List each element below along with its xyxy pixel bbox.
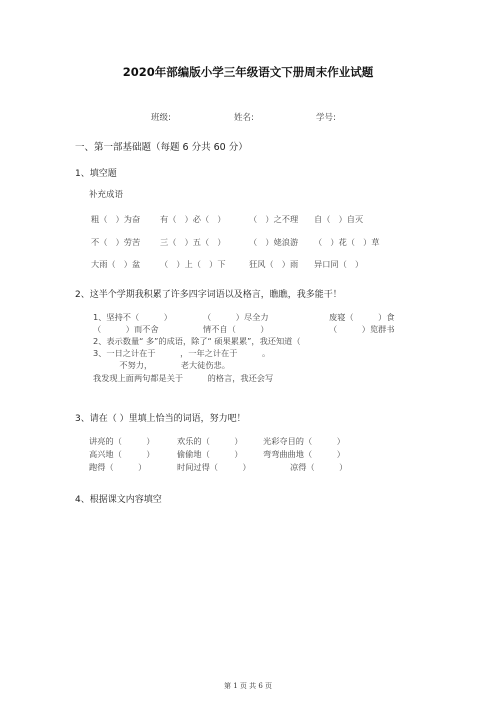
name-label: 姓名: [234,113,254,123]
q2-line2-a: （ ）而不舍 [93,324,159,334]
idiom-cell: 不（ ）劳苦 [91,237,141,247]
q3-cell: 讲亮的（ ） [89,436,155,446]
q1-subheading: 补充成语 [89,190,124,200]
idiom-cell: （ ）花（ ）草 [314,237,380,247]
idiom-cell: 自（ ）自灭 [314,214,364,224]
class-label: 班级: [151,113,171,123]
idiom-cell: （ ）之不理 [249,214,299,224]
q3-cell: 光彩夺目的（ ） [263,436,345,446]
q2-line2-c: （ ）览群书 [329,324,395,334]
part-heading: 一、第一部基础题（每题 6 分共 60 分） [75,142,248,153]
idiom-cell: 三（ ）五（ ） [160,237,226,247]
q3-cell: 欢乐的（ ） [177,436,243,446]
page-number: 第 1 页 共 6 页 [223,682,273,690]
q2-line1-b: （ ）尽全力 [203,312,269,322]
idiom-cell: （ ）姥浪游 [249,237,299,247]
q3-cell: 高兴地（ ） [89,449,155,459]
q2-line6: 我发现上面两句都是关于 的格言，我还会写 [93,373,274,383]
q2-line3: 2、表示数量“ 多”的成语，除了“ 硕果累累”，我还知道（ [93,336,301,346]
q4-heading: 4、根据课文内容填空 [75,495,162,505]
student-id-label: 学号: [316,113,336,123]
q3-cell: 跑得（ ） [89,462,147,472]
q2-line1-a: 1、坚持不（ ） [93,312,172,322]
idiom-cell: 狂风（ ）雨 [249,259,299,269]
idiom-cell: 大雨（ ）盆 [91,259,141,269]
q2-line1-c: 废寝（ ）食 [329,312,395,322]
idiom-cell: 粗（ ）为奋 [91,214,141,224]
q1-heading: 1、填空题 [75,169,117,179]
idiom-cell: 有（ ）必（ ） [160,214,226,224]
idiom-cell: 异口同（ ） [314,259,364,269]
q2-line5: 不努力， 老大徒伤悲。 [103,360,230,370]
q3-heading: 3、请在（ ）里填上恰当的词语，努力吧！ [75,414,246,424]
q2-line2-b: 情不自（ ） [203,324,269,334]
q3-cell: 弯弯曲曲地（ ） [263,449,345,459]
q3-cell: 时间过得（ ） [177,462,251,472]
q3-cell: 凉得（ ） [290,462,348,472]
q2-line4: 3、一日之计在于 ，一年之计在于 。 [93,348,271,358]
q3-cell: 偷偷地（ ） [177,449,243,459]
page-title: 2020年部编版小学三年级语文下册周末作业试题 [122,65,374,79]
q2-heading: 2、这半个学期我积累了许多四字词语以及格言，瞧瞧，我多能干！ [75,290,342,300]
idiom-cell: （ ）上（ ）下 [160,259,226,269]
